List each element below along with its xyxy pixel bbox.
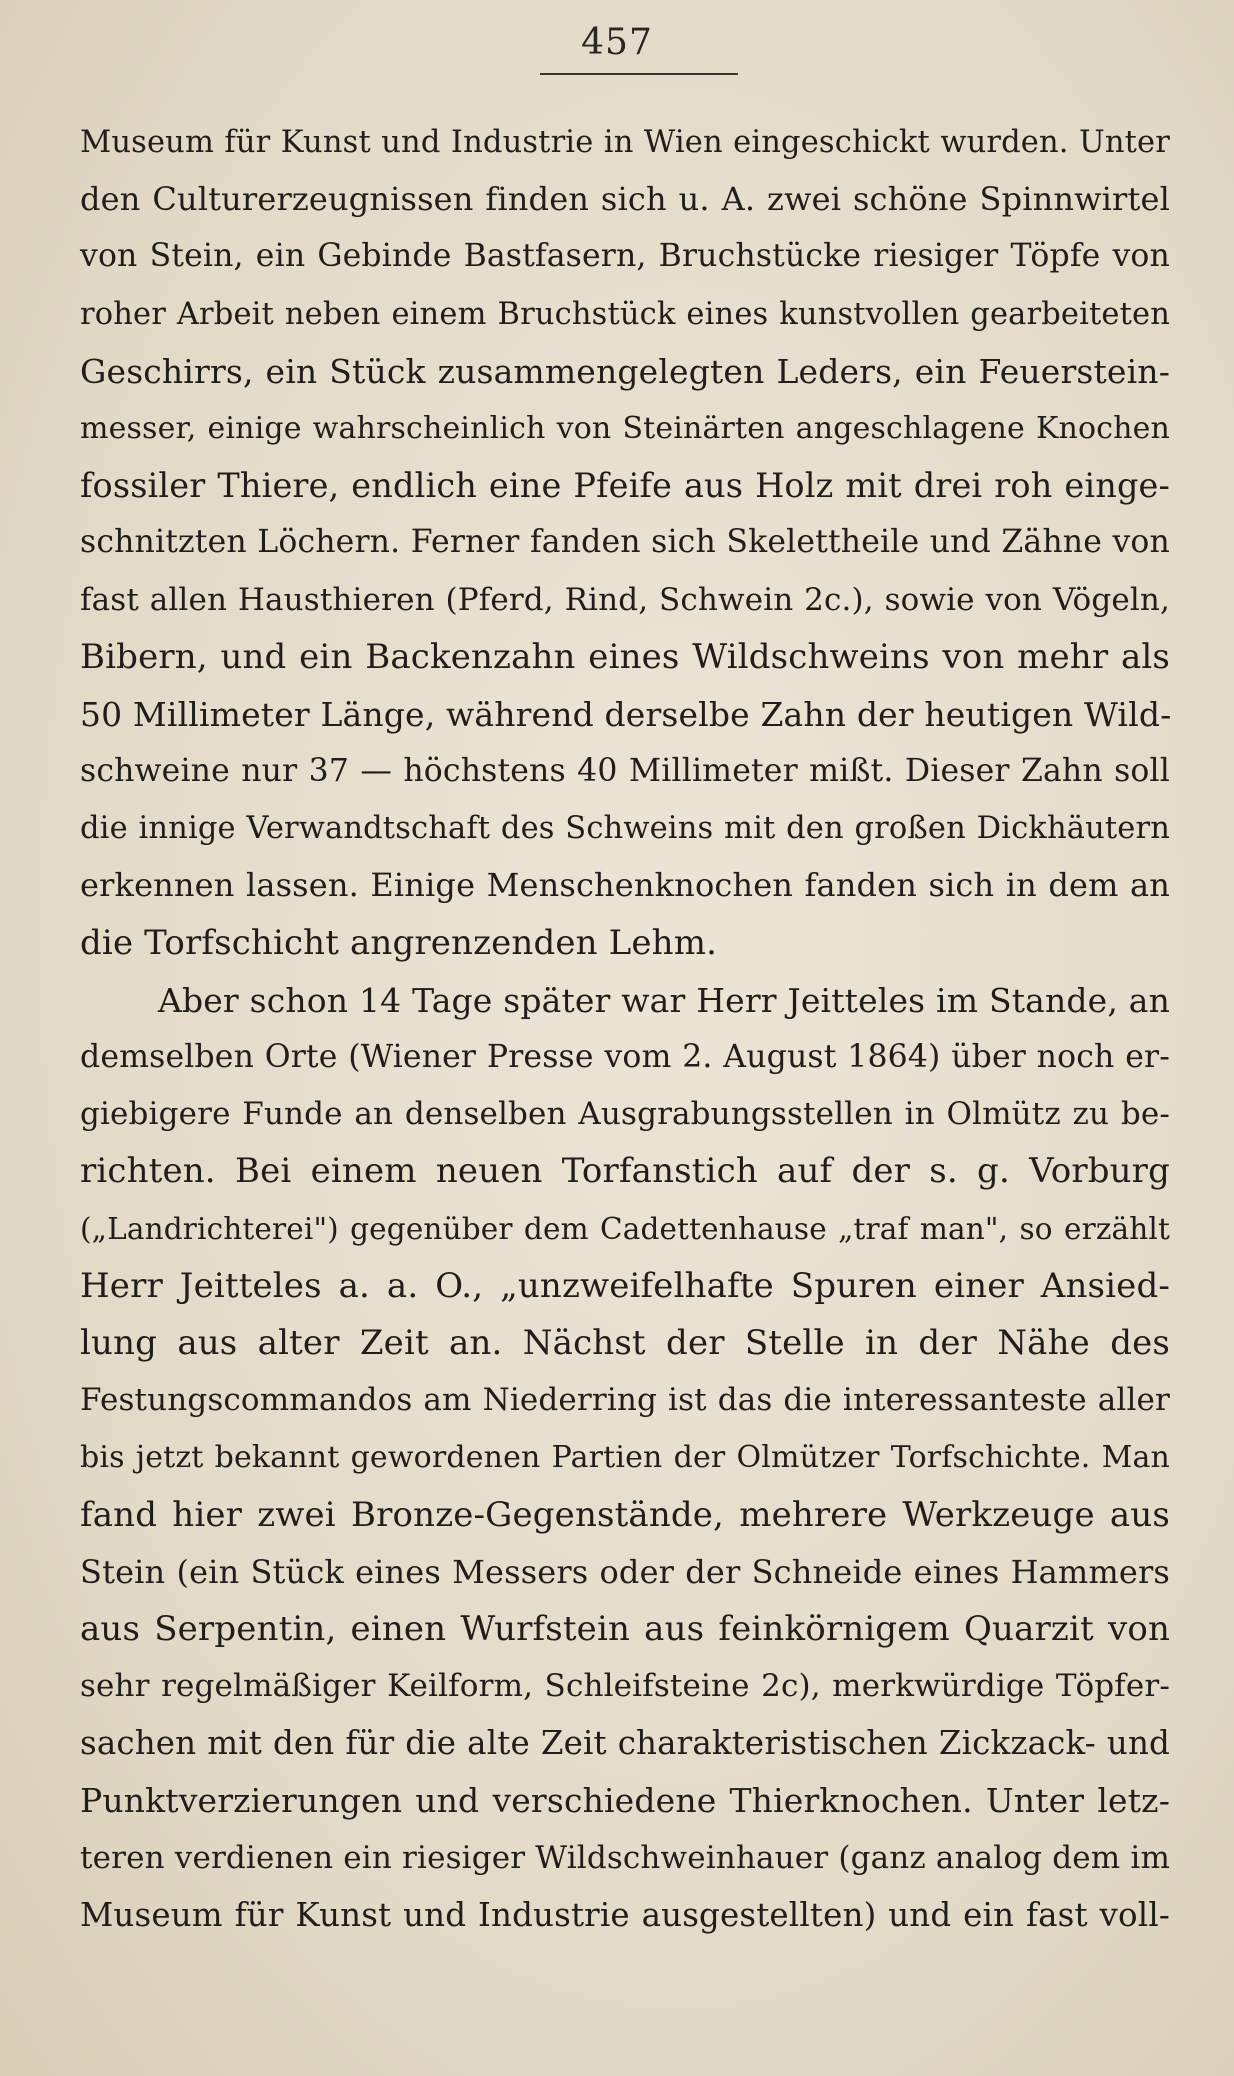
text-line: Geschirrs, ein Stück zusammengelegten Leders, ein Feuerstein- (80, 351, 1170, 391)
paragraph-1 (80, 114, 1170, 972)
text-line: fast allen Hausthieren (Pferd, Rind, Schwein 2c.), sowie von Vögeln, (80, 581, 1170, 618)
page-header (0, 22, 1234, 63)
text-line: teren verdienen ein riesiger Wildschweinhauer (ganz analog dem im (80, 1839, 1170, 1876)
text-line: demselben Orte (Wiener Presse vom 2. August 1864) über noch er- (80, 1039, 1170, 1075)
text-line: giebigere Funde an denselben Ausgrabungsstellen in Olmütz zu be- (80, 1096, 1170, 1133)
text-line: erkennen lassen. Einige Menschenknochen fanden sich in dem an (80, 866, 1170, 905)
text-line: die Torfschicht angrenzenden Lehm. (80, 922, 718, 963)
text-line: Punktverzierungen und verschiedene Thierknochen. Unter letz- (80, 1781, 1170, 1821)
text-line: aus Serpentin, einen Wurfstein aus feinkörnigem Quarzit von (80, 1608, 1170, 1649)
header-rule (540, 73, 738, 75)
text-line: roher Arbeit neben einem Bruchstück eines kunstvollen gearbeiteten (80, 296, 1170, 332)
text-line: die innige Verwandtschaft des Schweins mit den großen Dickhäutern (80, 811, 1170, 847)
body-text (80, 114, 1170, 1944)
text-line: bis jetzt bekannt gewordenen Partien der Olmützer Torfschichte. Man (80, 1440, 1170, 1476)
text-line: schnitzten Löchern. Ferner fanden sich Skelettheile und Zähne von (80, 524, 1170, 561)
text-line: Museum für Kunst und Industrie ausgestellten) und ein fast voll- (80, 1895, 1170, 1934)
text-line: fand hier zwei Bronze-Gegenstände, mehrere Werkzeuge aus (80, 1494, 1170, 1535)
text-line: messer, einige wahrscheinlich von Steinärten angeschlagene Knochen (80, 410, 1170, 446)
text-line: Aber schon 14 Tage später war Herr Jeitteles im Stande, an (158, 980, 1170, 1020)
text-line: richten. Bei einem neuen Torfanstich auf der s. g. Vorburg (80, 1151, 1170, 1192)
text-line: von Stein, ein Gebinde Bastfasern, Bruchstücke riesiger Töpfe von (80, 238, 1170, 275)
text-line: („Landrichterei") gegenüber dem Cadettenhause „traf man", so erzählt (80, 1211, 1170, 1246)
text-line: Herr Jeitteles a. a. O., „unzweifelhafte Spuren einer Ansied- (80, 1265, 1170, 1306)
text-line: sehr regelmäßiger Keilform, Schleifsteine 2c), merkwürdige Töpfer- (80, 1668, 1170, 1705)
text-line: fossiler Thiere, endlich eine Pfeife aus Holz mit drei roh einge- (80, 466, 1170, 506)
text-line: lung aus alter Zeit an. Nächst der Stelle in der Nähe des (80, 1322, 1170, 1363)
text-line: schweine nur 37 — höchstens 40 Millimeter mißt. Dieser Zahn soll (80, 753, 1170, 790)
paragraph-2 (80, 972, 1170, 1944)
page-number: 457 (581, 22, 653, 63)
text-line: Festungscommandos am Niederring ist das die interessanteste aller (80, 1382, 1170, 1419)
text-line: Bibern, und ein Backenzahn eines Wildschweins von mehr als (80, 636, 1170, 677)
text-line: 50 Millimeter Länge, während derselbe Zahn der heutigen Wild- (80, 694, 1172, 734)
text-line: sachen mit den für die alte Zeit charakteristischen Zickzack- und (80, 1724, 1170, 1763)
text-line: den Culturerzeugnissen finden sich u. A. zwei schöne Spinnwirtel (80, 180, 1170, 219)
text-line: Stein (ein Stück eines Messers oder der Schneide eines Hammers (80, 1552, 1170, 1591)
text-line: Museum für Kunst und Industrie in Wien eingeschickt wurden. Unter (80, 125, 1170, 160)
